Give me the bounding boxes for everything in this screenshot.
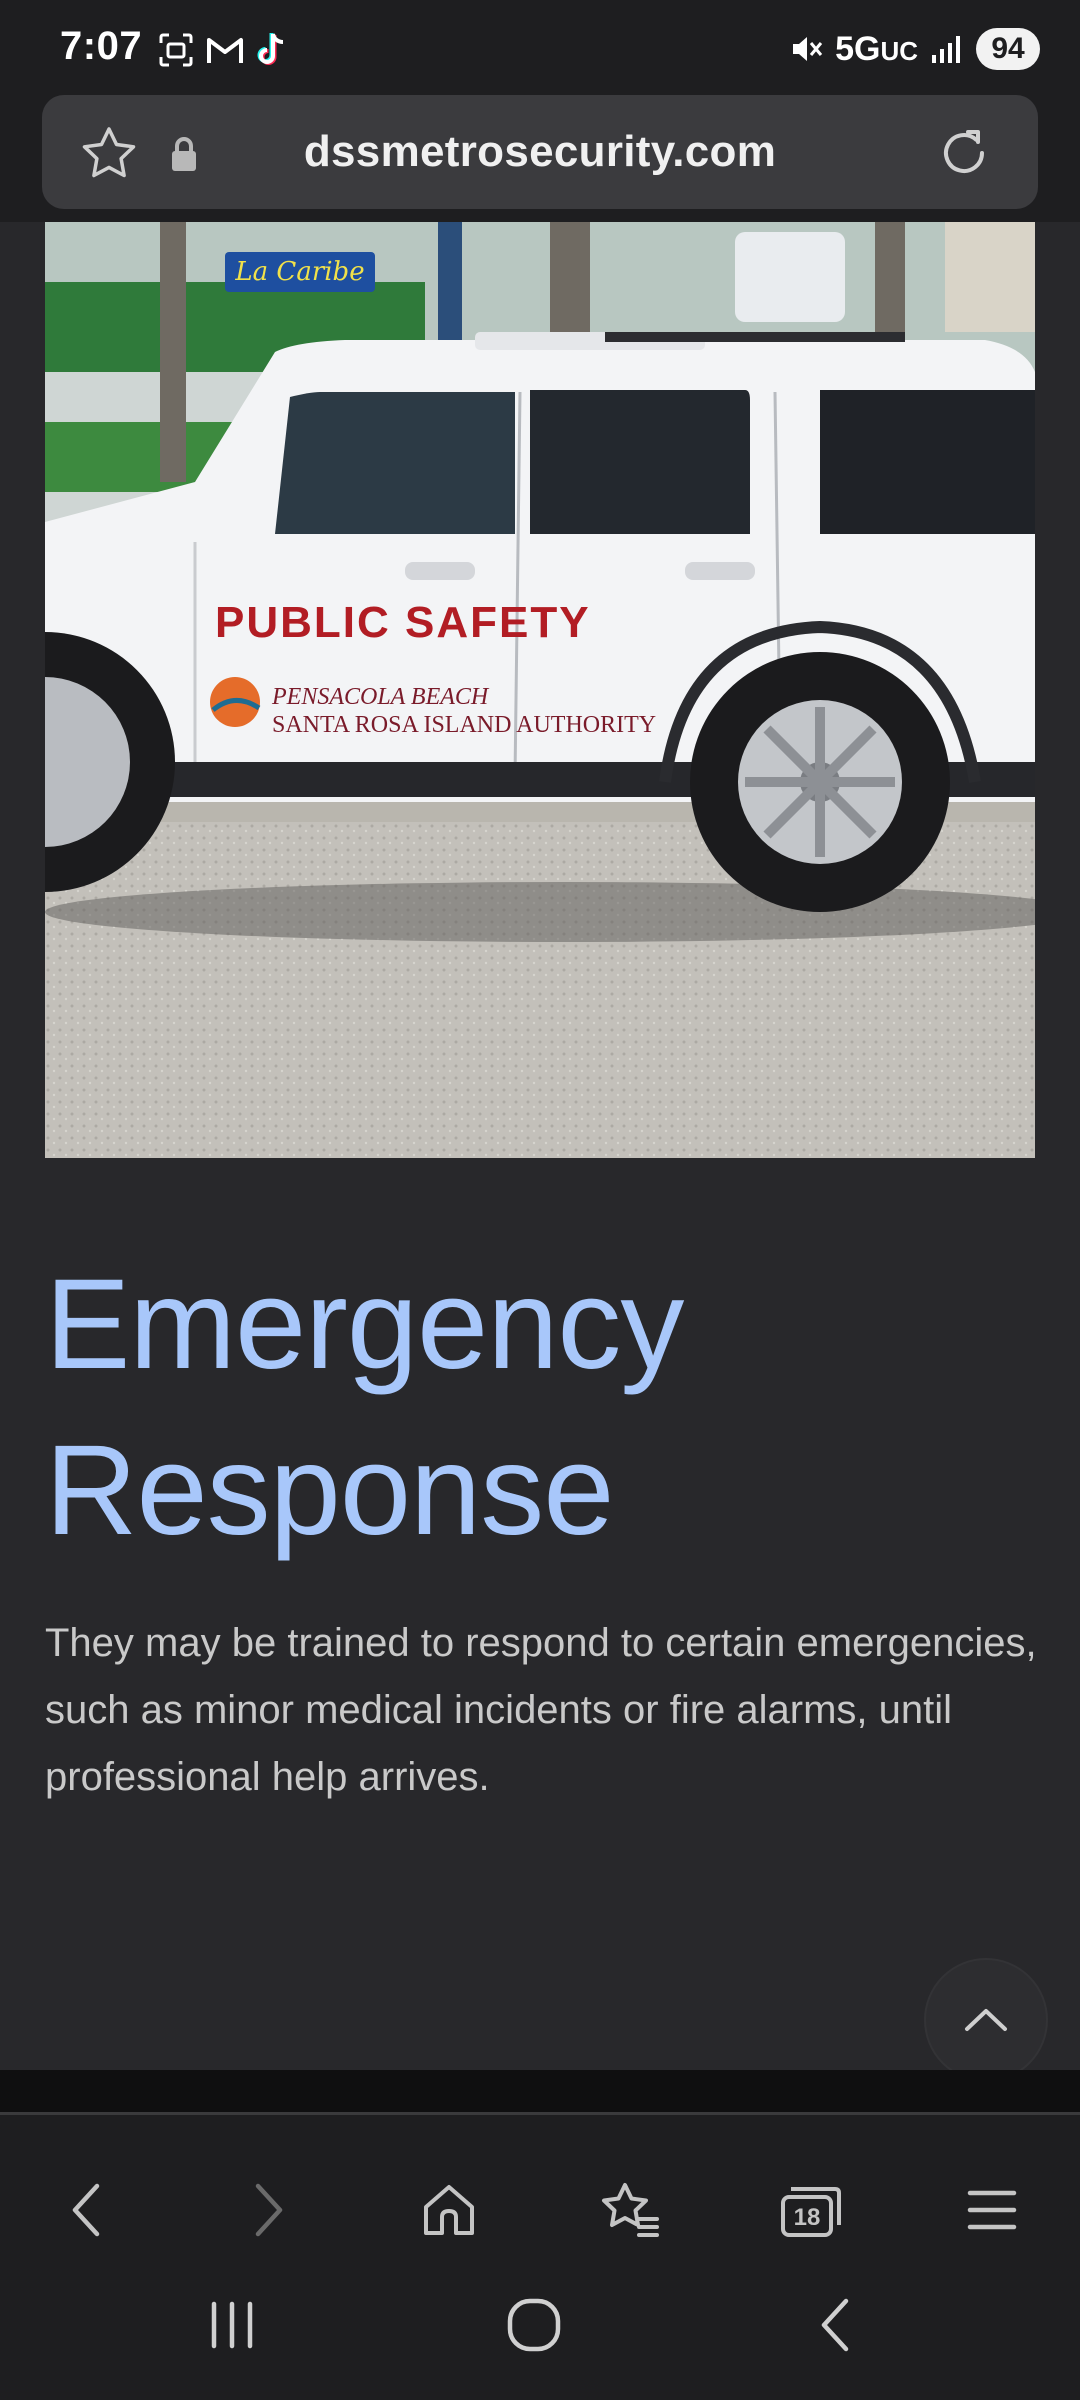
gmail-icon xyxy=(206,34,244,66)
back-arrow-icon xyxy=(67,2180,107,2240)
logo-line2: SANTA ROSA ISLAND AUTHORITY xyxy=(272,712,657,738)
system-back-icon xyxy=(816,2295,856,2355)
hamburger-menu-icon xyxy=(964,2185,1020,2235)
bookmarks-star-list-icon xyxy=(599,2181,661,2239)
forward-arrow-icon xyxy=(248,2180,288,2240)
status-bar xyxy=(0,0,1080,95)
chevron-up-icon xyxy=(961,2005,1011,2035)
recent-apps-icon xyxy=(204,2300,260,2350)
scroll-to-top-button[interactable] xyxy=(924,1958,1048,2082)
system-status-icons xyxy=(787,26,1040,72)
article-paragraph: They may be trained to respond to certain emergencies, such as minor medical incidents or fire alarms, until professional help arrives. xyxy=(45,1621,1037,1799)
tabs-icon xyxy=(779,2181,843,2239)
bottom-browser-toolbar xyxy=(0,2070,1080,2250)
heading-line2: Response xyxy=(45,1419,614,1562)
logo-line1: PENSACOLA BEACH xyxy=(272,684,489,710)
public-safety-vehicle-image xyxy=(45,222,1035,1158)
browser-toolbar xyxy=(0,95,1080,222)
status-time: 7:07 xyxy=(60,24,143,68)
address-bar[interactable] xyxy=(42,95,1038,209)
mute-vibrate-icon xyxy=(787,31,823,67)
network-type: 5GUC xyxy=(835,29,918,68)
system-navigation-bar xyxy=(0,2250,1080,2400)
battery-icon: 94 xyxy=(976,28,1040,70)
recent-apps-button[interactable] xyxy=(172,2280,292,2370)
signal-icon xyxy=(930,33,964,65)
tiktok-icon xyxy=(256,31,288,69)
page-heading xyxy=(45,1242,1035,1574)
heading-line1: Emergency xyxy=(45,1253,684,1396)
system-back-button[interactable] xyxy=(776,2280,896,2370)
url-text[interactable]: dssmetrosecurity.com xyxy=(303,127,777,176)
reload-icon[interactable] xyxy=(932,121,996,185)
notification-icons xyxy=(158,28,288,72)
vehicle-decal-text: PUBLIC SAFETY xyxy=(215,598,591,647)
home-icon xyxy=(420,2181,478,2239)
sign-text: La Caribe xyxy=(235,257,365,287)
screenshot-icon xyxy=(158,32,194,68)
tab-count: 18 xyxy=(793,2204,821,2231)
home-circle-icon xyxy=(504,2295,564,2355)
web-page-content xyxy=(0,222,1080,2070)
system-home-button[interactable] xyxy=(474,2280,594,2370)
